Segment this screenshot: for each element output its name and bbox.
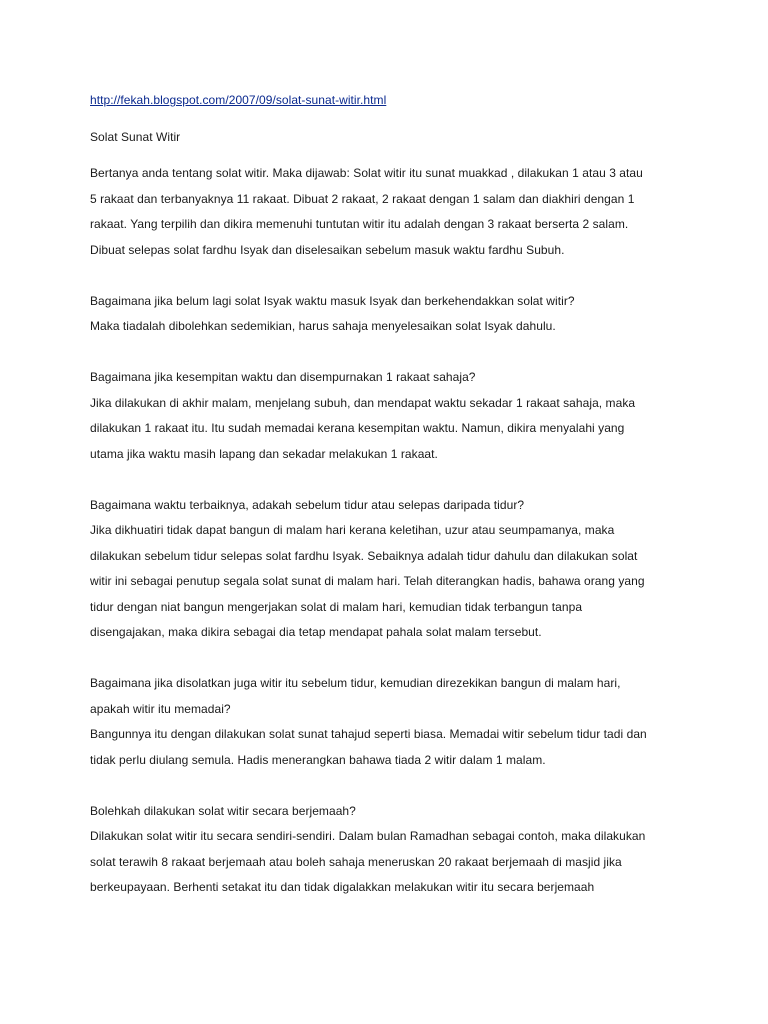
paragraph-line: utama jika waktu masih lapang dan sekadar melakukan 1 rakaat. (90, 446, 438, 461)
paragraph (90, 289, 690, 340)
paragraph-line: dilakukan sebelum tidur selepas solat fardhu Isyak. Sebaiknya adalah tidur dahulu dan dilakukan solat (90, 548, 638, 563)
paragraph-line: solat terawih 8 rakaat berjemaah atau boleh sahaja meneruskan 20 rakaat berjemaah di masjid jika (90, 854, 622, 869)
paragraph (90, 671, 690, 773)
paragraph-line: Bertanya anda tentang solat witir. Maka dijawab: Solat witir itu sunat muakkad , dilakukan 1 atau 3 atau (90, 166, 643, 180)
paragraph-line: witir ini sebagai penutup segala solat sunat di malam hari. Telah diterangkan hadis, bahawa orang yang (90, 574, 645, 588)
spacer (90, 150, 690, 161)
spacer (90, 467, 690, 493)
paragraph-line: Dibuat selepas solat fardhu Isyak dan diselesaikan sebelum masuk waktu fardhu Subuh. (90, 242, 565, 257)
paragraph-line: Jika dikhuatiri tidak dapat bangun di malam hari kerana keletihan, uzur atau seumpamanya, maka (90, 523, 615, 537)
paragraph (90, 365, 690, 467)
spacer (90, 114, 690, 125)
paragraph-line: Dilakukan solat witir itu secara sendiri-sendiri. Dalam bulan Ramadhan sebagai contoh, maka dilakukan (90, 829, 646, 843)
spacer (90, 773, 690, 799)
paragraph-line: Jika dilakukan di akhir malam, menjelang subuh, dan mendapat waktu sekadar 1 rakaat sahaja, maka (90, 395, 636, 410)
paragraph-line: 5 rakaat dan terbanyaknya 11 rakaat. Dibuat 2 rakaat, 2 rakaat dengan 1 salam dan diakhiri dengan 1 (90, 191, 635, 206)
spacer (90, 263, 690, 289)
paragraph-line: tidur dengan niat bangun mengerjakan solat di malam hari, kemudian tidak terbangun tanpa (90, 599, 583, 614)
paragraph (90, 161, 690, 263)
spacer (90, 340, 690, 366)
paragraph-line: berkeupayaan. Berhenti setakat itu dan tidak digalakkan melakukan witir itu secara berjemaah (90, 880, 595, 894)
source-link[interactable]: http://fekah.blogspot.com/2007/09/solat-sunat-witir.html (90, 93, 387, 107)
paragraph-line: Maka tiadalah dibolehkan sedemikian, harus sahaja menyelesaikan solat Isyak dahulu. (90, 319, 556, 333)
question-line: Bagaimana waktu terbaiknya, adakah sebelum tidur atau selepas daripada tidur? (90, 497, 525, 512)
paragraph-line: dilakukan 1 rakaat itu. Itu sudah memadai kerana kesempitan waktu. Namun, dikira menyalahi yang (90, 421, 625, 435)
paragraph-line: tidak perlu diulang semula. Hadis menerangkan bahawa tiada 2 witir dalam 1 malam. (90, 752, 546, 767)
question-line: apakah witir itu memadai? (90, 701, 231, 716)
paragraph (90, 799, 690, 901)
paragraph-line: Bangunnya itu dengan dilakukan solat sunat tahajud seperti biasa. Memadai witir sebelum tidur tadi dan (90, 727, 647, 741)
question-line: Bagaimana jika kesempitan waktu dan disempurnakan 1 rakaat sahaja? (90, 370, 476, 384)
document-page (90, 88, 690, 901)
question-line: Bolehkah dilakukan solat witir secara berjemaah? (90, 803, 356, 818)
paragraph-line: rakaat. Yang terpilih dan dikira memenuhi tuntutan witir itu adalah dengan 3 rakaat berserta 2 salam. (90, 217, 629, 231)
document-title: Solat Sunat Witir (90, 129, 181, 144)
spacer (90, 646, 690, 672)
question-line: Bagaimana jika disolatkan juga witir itu sebelum tidur, kemudian direzekikan bangun di malam hari, (90, 676, 621, 690)
paragraph-line: disengajakan, maka dikira sebagai dia tetap mendapat pahala solat malam tersebut. (90, 625, 542, 639)
question-line: Bagaimana jika belum lagi solat Isyak waktu masuk Isyak dan berkehendakkan solat witir? (90, 293, 575, 308)
paragraph (90, 493, 690, 646)
